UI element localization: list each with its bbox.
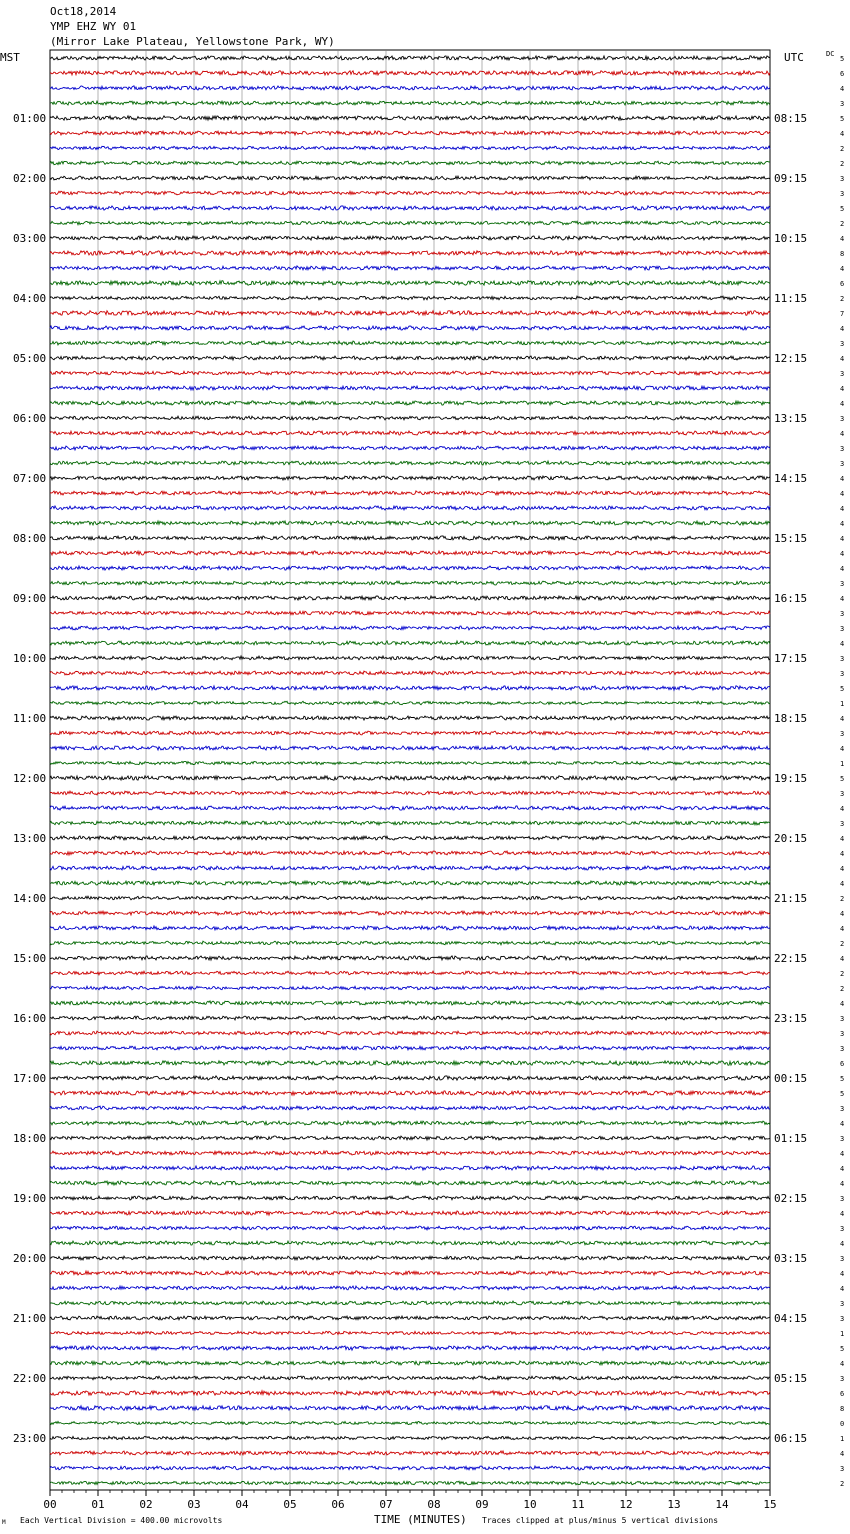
seismic-trace xyxy=(50,656,770,660)
right-timezone-label: UTC xyxy=(784,51,804,64)
dc-offset-value: 4 xyxy=(840,1150,845,1158)
x-tick-label: 11 xyxy=(571,1498,585,1511)
dc-offset-value: 2 xyxy=(840,895,845,903)
dc-offset-value: 4 xyxy=(840,1450,845,1458)
right-hour-label: 16:15 xyxy=(774,592,808,605)
right-hour-label: 14:15 xyxy=(774,472,808,485)
dc-offset-value: 2 xyxy=(840,145,845,153)
dc-offset-value: 1 xyxy=(840,760,845,768)
x-tick-label: 12 xyxy=(619,1498,633,1511)
dc-offset-value: 4 xyxy=(840,910,845,918)
dc-offset-value: 3 xyxy=(840,655,845,663)
seismic-trace xyxy=(50,296,770,300)
dc-offset-value: 4 xyxy=(840,265,845,273)
left-hour-label: 17:00 xyxy=(13,1072,47,1085)
x-tick-label: 14 xyxy=(715,1498,729,1511)
dc-offset-value: 7 xyxy=(840,310,845,318)
x-tick-label: 03 xyxy=(187,1498,201,1511)
right-hour-label: 23:15 xyxy=(774,1012,808,1025)
x-tick-label: 09 xyxy=(475,1498,489,1511)
x-tick-label: 01 xyxy=(91,1498,105,1511)
right-hour-label: 11:15 xyxy=(774,292,808,305)
dc-offset-value: 4 xyxy=(840,355,845,363)
dc-offset-header: DC xyxy=(826,50,835,58)
left-hour-label: 15:00 xyxy=(13,952,47,965)
seismic-trace xyxy=(50,851,770,855)
dc-offset-value: 3 xyxy=(840,820,845,828)
dc-offset-value: 4 xyxy=(840,1285,845,1293)
seismic-trace xyxy=(50,581,770,585)
seismic-trace xyxy=(50,1316,770,1320)
dc-offset-value: 4 xyxy=(840,715,845,723)
dc-offset-value: 4 xyxy=(840,535,845,543)
dc-offset-value: 1 xyxy=(840,1435,845,1443)
seismic-trace xyxy=(50,161,770,165)
dc-offset-value: 2 xyxy=(840,985,845,993)
right-hour-label: 02:15 xyxy=(774,1192,808,1205)
right-hour-label: 18:15 xyxy=(774,712,808,725)
left-hour-label: 13:00 xyxy=(13,832,47,845)
seismic-trace xyxy=(50,386,770,390)
left-hour-label: 22:00 xyxy=(13,1372,47,1385)
seismic-trace xyxy=(50,836,770,840)
seismic-trace xyxy=(50,101,770,105)
dc-offset-value: 6 xyxy=(840,280,845,288)
seismic-trace xyxy=(50,971,770,975)
seismic-trace xyxy=(50,1301,770,1305)
seismic-trace xyxy=(50,1286,770,1290)
x-tick-label: 00 xyxy=(43,1498,57,1511)
seismic-trace xyxy=(50,1256,770,1260)
left-hour-label: 23:00 xyxy=(13,1432,47,1445)
seismic-trace xyxy=(50,1181,770,1185)
seismic-trace xyxy=(50,911,770,915)
corner-mark: M xyxy=(2,1519,6,1526)
dc-offset-value: 2 xyxy=(840,220,845,228)
left-hour-label: 19:00 xyxy=(13,1192,47,1205)
dc-offset-value: 8 xyxy=(840,250,845,258)
seismic-trace xyxy=(50,791,770,795)
seismic-trace xyxy=(50,1151,770,1155)
scale-note: Each Vertical Division = 400.00 microvolts xyxy=(20,1516,223,1525)
seismic-trace xyxy=(50,686,770,690)
dc-offset-value: 4 xyxy=(840,805,845,813)
left-hour-label: 06:00 xyxy=(13,412,47,425)
dc-offset-value: 5 xyxy=(840,115,845,123)
left-hour-label: 03:00 xyxy=(13,232,47,245)
dc-offset-value: 3 xyxy=(840,415,845,423)
dc-offset-value: 3 xyxy=(840,790,845,798)
dc-offset-value: 4 xyxy=(840,1270,845,1278)
dc-offset-value: 3 xyxy=(840,670,845,678)
right-hour-label: 04:15 xyxy=(774,1312,808,1325)
dc-offset-value: 4 xyxy=(840,130,845,138)
dc-offset-value: 3 xyxy=(840,730,845,738)
dc-offset-value: 8 xyxy=(840,1405,845,1413)
seismic-trace xyxy=(50,86,770,90)
seismic-trace xyxy=(50,221,770,225)
seismic-trace xyxy=(50,1121,770,1125)
seismic-trace xyxy=(50,341,770,345)
dc-offset-value: 4 xyxy=(840,385,845,393)
seismic-trace xyxy=(50,641,770,645)
dc-offset-value: 6 xyxy=(840,1390,845,1398)
dc-offset-value: 4 xyxy=(840,430,845,438)
seismic-trace xyxy=(50,1091,770,1095)
seismic-trace xyxy=(50,1391,770,1396)
seismic-trace xyxy=(50,506,770,510)
seismic-trace xyxy=(50,1421,770,1424)
x-axis-title: TIME (MINUTES) xyxy=(374,1513,467,1526)
dc-offset-value: 4 xyxy=(840,955,845,963)
dc-offset-value: 3 xyxy=(840,100,845,108)
left-hour-label: 04:00 xyxy=(13,292,47,305)
seismic-trace xyxy=(50,446,770,450)
right-hour-label: 19:15 xyxy=(774,772,808,785)
dc-offset-value: 4 xyxy=(840,475,845,483)
dc-offset-value: 4 xyxy=(840,850,845,858)
seismic-trace xyxy=(50,416,770,420)
dc-offset-value: 3 xyxy=(840,1045,845,1053)
dc-offset-value: 3 xyxy=(840,190,845,198)
seismic-trace xyxy=(50,356,770,360)
dc-offset-value: 3 xyxy=(840,1030,845,1038)
seismic-trace xyxy=(50,986,770,990)
dc-offset-value: 3 xyxy=(840,370,845,378)
dc-offset-value: 3 xyxy=(840,1135,845,1143)
dc-offset-value: 5 xyxy=(840,1075,845,1083)
dc-offset-value: 4 xyxy=(840,505,845,513)
header-date: Oct18,2014 xyxy=(50,5,117,18)
left-hour-label: 05:00 xyxy=(13,352,47,365)
seismic-trace xyxy=(50,131,770,135)
seismic-trace xyxy=(50,1226,770,1230)
dc-offset-value: 4 xyxy=(840,865,845,873)
dc-offset-value: 2 xyxy=(840,970,845,978)
left-hour-label: 14:00 xyxy=(13,892,47,905)
seismic-trace xyxy=(50,536,770,540)
seismic-trace xyxy=(50,611,770,615)
x-tick-label: 05 xyxy=(283,1498,297,1511)
seismic-trace xyxy=(50,146,770,150)
seismic-trace xyxy=(50,1016,770,1020)
seismic-trace xyxy=(50,326,770,330)
seismic-trace xyxy=(50,551,770,555)
seismic-trace xyxy=(50,866,770,870)
x-tick-label: 04 xyxy=(235,1498,249,1511)
dc-offset-value: 3 xyxy=(840,1225,845,1233)
dc-offset-value: 4 xyxy=(840,880,845,888)
left-hour-label: 11:00 xyxy=(13,712,47,725)
seismic-trace xyxy=(50,761,770,764)
seismic-trace xyxy=(50,1361,770,1365)
seismic-trace xyxy=(50,1436,770,1439)
seismic-trace xyxy=(50,1166,770,1170)
left-hour-label: 10:00 xyxy=(13,652,47,665)
dc-offset-value: 4 xyxy=(840,490,845,498)
dc-offset-value: 6 xyxy=(840,70,845,78)
x-tick-label: 06 xyxy=(331,1498,345,1511)
dc-offset-value: 4 xyxy=(840,1000,845,1008)
dc-offset-value: 3 xyxy=(840,1315,845,1323)
seismic-trace xyxy=(50,371,770,375)
dc-offset-value: 4 xyxy=(840,1240,845,1248)
left-hour-label: 18:00 xyxy=(13,1132,47,1145)
x-tick-label: 08 xyxy=(427,1498,441,1511)
right-hour-label: 10:15 xyxy=(774,232,808,245)
seismic-trace xyxy=(50,1196,770,1200)
seismic-trace xyxy=(50,1406,770,1411)
dc-offset-value: 1 xyxy=(840,1330,845,1338)
seismic-trace xyxy=(50,431,770,435)
seismic-trace xyxy=(50,821,770,825)
dc-offset-value: 4 xyxy=(840,595,845,603)
seismic-trace xyxy=(50,881,770,885)
right-hour-label: 13:15 xyxy=(774,412,808,425)
dc-offset-value: 2 xyxy=(840,940,845,948)
right-hour-label: 01:15 xyxy=(774,1132,808,1145)
dc-offset-value: 2 xyxy=(840,160,845,168)
dc-offset-value: 3 xyxy=(840,1015,845,1023)
dc-offset-labels xyxy=(840,55,844,1488)
right-hour-label: 12:15 xyxy=(774,352,808,365)
x-tick-label: 02 xyxy=(139,1498,153,1511)
seismic-trace xyxy=(50,1136,770,1140)
right-hour-label: 00:15 xyxy=(774,1072,808,1085)
seismic-trace xyxy=(50,1076,770,1080)
dc-offset-value: 4 xyxy=(840,640,845,648)
seismic-trace xyxy=(50,1346,770,1350)
right-hour-label: 03:15 xyxy=(774,1252,808,1265)
dc-offset-value: 3 xyxy=(840,580,845,588)
left-hour-label: 02:00 xyxy=(13,172,47,185)
seismic-trace xyxy=(50,236,770,240)
trace-group xyxy=(50,56,770,1485)
dc-offset-value: 5 xyxy=(840,205,845,213)
dc-offset-value: 5 xyxy=(840,55,845,63)
dc-offset-value: 2 xyxy=(840,295,845,303)
clip-note: Traces clipped at plus/minus 5 vertical divisions xyxy=(482,1516,719,1525)
left-hour-label: 12:00 xyxy=(13,772,47,785)
dc-offset-value: 3 xyxy=(840,1105,845,1113)
seismic-trace xyxy=(50,1031,770,1035)
seismic-trace xyxy=(50,206,770,210)
dc-offset-value: 6 xyxy=(840,1060,845,1068)
seismic-trace xyxy=(50,701,770,704)
dc-offset-value: 2 xyxy=(840,1480,845,1488)
seismic-trace xyxy=(50,311,770,316)
x-tick-label: 10 xyxy=(523,1498,537,1511)
right-hour-label: 06:15 xyxy=(774,1432,808,1445)
seismic-trace xyxy=(50,1481,770,1485)
dc-offset-value: 3 xyxy=(840,460,845,468)
dc-offset-value: 4 xyxy=(840,1165,845,1173)
x-tick-label: 15 xyxy=(763,1498,777,1511)
seismic-trace xyxy=(50,1271,770,1275)
right-hour-label: 15:15 xyxy=(774,532,808,545)
seismic-trace xyxy=(50,191,770,195)
seismic-trace xyxy=(50,566,770,570)
dc-offset-value: 1 xyxy=(840,700,845,708)
dc-offset-value: 4 xyxy=(840,325,845,333)
left-hour-label: 09:00 xyxy=(13,592,47,605)
dc-offset-value: 4 xyxy=(840,85,845,93)
seismic-trace xyxy=(50,941,770,945)
seismic-trace xyxy=(50,461,770,465)
seismic-trace xyxy=(50,1211,770,1215)
dc-offset-value: 4 xyxy=(840,1120,845,1128)
dc-offset-value: 3 xyxy=(840,1465,845,1473)
seismic-trace xyxy=(50,926,770,930)
seismic-trace xyxy=(50,491,770,495)
dc-offset-value: 4 xyxy=(840,1360,845,1368)
dc-offset-value: 4 xyxy=(840,1180,845,1188)
seismic-trace xyxy=(50,251,770,256)
left-hour-label: 21:00 xyxy=(13,1312,47,1325)
seismic-trace xyxy=(50,1466,770,1470)
seismic-trace xyxy=(50,281,770,286)
dc-offset-value: 3 xyxy=(840,1195,845,1203)
seismic-trace xyxy=(50,1061,770,1065)
seismic-trace xyxy=(50,731,770,735)
left-hour-label: 20:00 xyxy=(13,1252,47,1265)
dc-offset-value: 3 xyxy=(840,1300,845,1308)
seismic-trace xyxy=(50,776,770,780)
dc-offset-value: 3 xyxy=(840,610,845,618)
right-hour-label: 17:15 xyxy=(774,652,808,665)
header-location: (Mirror Lake Plateau, Yellowstone Park, WY) xyxy=(50,35,335,48)
seismic-trace xyxy=(50,746,770,750)
left-hour-label: 01:00 xyxy=(13,112,47,125)
x-tick-label: 07 xyxy=(379,1498,393,1511)
header-station: YMP EHZ WY 01 xyxy=(50,20,137,33)
right-hour-label: 09:15 xyxy=(774,172,808,185)
x-tick-label: 13 xyxy=(667,1498,681,1511)
dc-offset-value: 4 xyxy=(840,745,845,753)
seismic-trace xyxy=(50,521,770,525)
dc-offset-value: 5 xyxy=(840,775,845,783)
dc-offset-value: 3 xyxy=(840,1375,845,1383)
dc-offset-value: 3 xyxy=(840,445,845,453)
seismic-trace xyxy=(50,596,770,600)
dc-offset-value: 5 xyxy=(840,1345,845,1353)
seismic-trace xyxy=(50,896,770,900)
seismic-trace xyxy=(50,1241,770,1245)
seismic-trace xyxy=(50,266,770,270)
dc-offset-value: 0 xyxy=(840,1420,845,1428)
dc-offset-value: 4 xyxy=(840,835,845,843)
dc-offset-value: 4 xyxy=(840,1210,845,1218)
right-hour-label: 20:15 xyxy=(774,832,808,845)
seismic-trace xyxy=(50,671,770,675)
dc-offset-value: 3 xyxy=(840,175,845,183)
seismic-trace xyxy=(50,716,770,720)
x-axis xyxy=(43,1490,776,1511)
seismic-trace xyxy=(50,56,770,60)
seismic-trace xyxy=(50,116,770,120)
left-hour-label: 07:00 xyxy=(13,472,47,485)
right-hour-label: 05:15 xyxy=(774,1372,808,1385)
seismic-trace xyxy=(50,1331,770,1334)
seismic-trace xyxy=(50,1046,770,1050)
dc-offset-value: 5 xyxy=(840,685,845,693)
seismic-trace xyxy=(50,176,770,180)
right-hour-label: 22:15 xyxy=(774,952,808,965)
left-hour-label: 08:00 xyxy=(13,532,47,545)
seismic-trace xyxy=(50,626,770,630)
seismic-trace xyxy=(50,1451,770,1455)
dc-offset-value: 5 xyxy=(840,1090,845,1098)
seismic-trace xyxy=(50,1001,770,1005)
seismic-trace xyxy=(50,1376,770,1380)
seismic-trace xyxy=(50,1106,770,1110)
seismic-trace xyxy=(50,956,770,960)
dc-offset-value: 4 xyxy=(840,550,845,558)
dc-offset-value: 3 xyxy=(840,1255,845,1263)
seismic-trace xyxy=(50,476,770,480)
dc-offset-value: 4 xyxy=(840,565,845,573)
right-hour-label: 21:15 xyxy=(774,892,808,905)
seismic-trace xyxy=(50,71,770,75)
seismic-trace xyxy=(50,806,770,810)
dc-offset-value: 4 xyxy=(840,925,845,933)
dc-offset-value: 3 xyxy=(840,340,845,348)
dc-offset-value: 4 xyxy=(840,235,845,243)
seismic-trace xyxy=(50,401,770,405)
left-timezone-label: MST xyxy=(0,51,20,64)
dc-offset-value: 4 xyxy=(840,520,845,528)
right-hour-label: 08:15 xyxy=(774,112,808,125)
left-hour-label: 16:00 xyxy=(13,1012,47,1025)
dc-offset-value: 4 xyxy=(840,400,845,408)
dc-offset-value: 3 xyxy=(840,625,845,633)
